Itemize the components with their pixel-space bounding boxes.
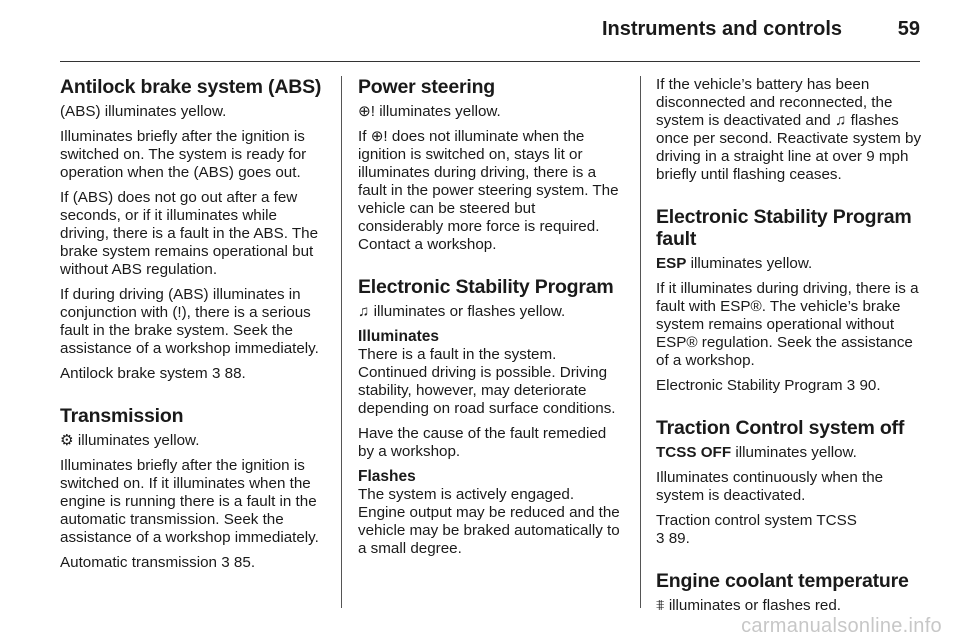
esp-label-icon: ESP <box>656 255 687 272</box>
abs-para-4-end: , there is a serious fault in the brake system. Seek the assistance of a workshop immediately. <box>60 304 319 357</box>
esp-skid-icon: ♫ <box>358 303 370 320</box>
coolant-intro-text: illuminates or flashes red. <box>668 597 842 614</box>
esp-illuminates-para-1: There is a fault in the system. Continued driving is possible. Driving stability, however, may deteriorate depending on road surface conditions. <box>358 346 616 417</box>
abs-reference <box>60 365 326 383</box>
power-steering-icon: ⊕! <box>358 103 375 120</box>
transmission-intro <box>60 432 326 450</box>
esp-illuminates-subheading: Illuminates <box>358 328 439 345</box>
tcs-intro-text: illuminates yellow. <box>735 444 857 461</box>
column-divider-2 <box>640 76 641 608</box>
esp-flashes-para: The system is actively engaged. Engine output may be reduced and the vehicle may be braked automatically to a small degree. <box>358 486 620 557</box>
column-3 <box>656 76 922 622</box>
tcs-heading: Traction Control system off <box>656 417 905 439</box>
abs-para-3-text: does not go out after a few seconds, or if it illuminates while driving, there is a fault in the ABS. The brake system remains operational but without ABS regulation. <box>60 189 319 278</box>
transmission-ref-page[interactable]: 85. <box>233 554 256 571</box>
page-number: 59 <box>897 18 920 40</box>
esp-intro-text: illuminates or flashes yellow. <box>373 303 566 320</box>
column-2 <box>358 76 622 565</box>
abs-para-4 <box>60 286 326 358</box>
abs-para-2 <box>60 128 326 182</box>
esp-heading: Electronic Stability Program <box>358 276 614 298</box>
abs-ref-page[interactable]: 88. <box>224 365 246 382</box>
tcs-intro <box>656 444 922 462</box>
transmission-heading: Transmission <box>60 405 184 427</box>
power-steering-para-2-start: If <box>358 128 367 145</box>
abs-warning-icon: (ABS) <box>72 189 114 206</box>
esp-fault-para-2: If it illuminates during driving, there is a fault with ESP®. The vehicle’s brake system remains operational without ESP® regulation. Seek the assistance of a workshop. <box>656 280 919 369</box>
abs-warning-icon: (ABS) <box>168 286 209 303</box>
abs-heading: Antilock brake system (ABS) <box>60 76 322 98</box>
abs-para-3 <box>60 189 326 279</box>
abs-warning-icon: (ABS) <box>193 164 234 181</box>
abs-para-4-mid: illuminates in conjunction with <box>60 286 301 321</box>
tcss-off-label-icon: TCSS OFF <box>656 444 732 461</box>
battery-para <box>656 76 922 184</box>
esp-fault-heading: Electronic Stability Program fault <box>656 206 912 250</box>
abs-para-3-start: If <box>60 189 69 206</box>
page-title: Instruments and controls <box>601 18 842 40</box>
esp-skid-icon: ♫ <box>834 112 847 129</box>
esp-flashes-subheading: Flashes <box>358 468 416 485</box>
transmission-reference <box>60 554 326 572</box>
page-header <box>0 0 960 62</box>
esp-fault-reference <box>656 377 922 395</box>
reference-arrow-icon: 3 <box>211 365 221 382</box>
power-steering-intro-text: illuminates yellow. <box>379 103 501 120</box>
abs-intro-text: illuminates yellow. <box>104 103 227 120</box>
tcs-reference <box>656 512 922 548</box>
power-steering-icon: ⊕! <box>370 128 388 145</box>
abs-para-2-end: goes out. <box>238 164 301 181</box>
power-steering-para-2 <box>358 128 622 254</box>
transmission-warning-icon: ⚙ <box>60 432 74 449</box>
tcs-ref-text: Traction control system TCSS <box>656 512 857 529</box>
abs-warning-icon: (ABS) <box>60 103 101 120</box>
transmission-para-2: Illuminates briefly after the ignition is switched on. If it illuminates when the engine is running there is a fault in the automatic transmission. Seek the assistance of a workshop immediately. <box>60 457 319 546</box>
reference-arrow-icon: 3 <box>221 554 230 571</box>
brake-warning-icon: (!) <box>172 304 187 321</box>
coolant-intro <box>656 597 922 615</box>
column-1 <box>60 76 326 579</box>
power-steering-heading: Power steering <box>358 76 495 98</box>
transmission-ref-text: Automatic transmission <box>60 554 217 571</box>
abs-ref-text: Antilock brake system <box>60 365 208 382</box>
battery-para-text: flashes once per second. Reactivate system by driving in a straight line at over 9 mph briefly until flashing ceases. <box>656 112 922 183</box>
abs-para-4-start: If during driving <box>60 286 164 303</box>
power-steering-para-2-text: does not illuminate when the ignition is switched on, stays lit or illuminates during driving, there is a fault in the power steering system. The vehicle can be steered but considerably more force is required. Contact a workshop. <box>358 128 619 253</box>
esp-fault-intro <box>656 255 922 273</box>
esp-illuminates-para-2: Have the cause of the fault remedied by a workshop. <box>358 425 607 460</box>
watermark: carmanualsonline.info <box>741 615 942 637</box>
esp-fault-ref-page[interactable]: 90. <box>859 377 881 394</box>
tcs-ref-page[interactable]: 89. <box>668 530 690 547</box>
esp-fault-ref-text: Electronic Stability Program <box>656 377 843 394</box>
esp-intro <box>358 303 622 321</box>
coolant-temperature-icon: ⩨ <box>656 597 665 614</box>
abs-para-2-text: Illuminates briefly after the ignition is switched on. The system is ready for operation when the <box>60 128 307 181</box>
header-rule <box>60 61 920 62</box>
tcs-para-2: Illuminates continuously when the system is deactivated. <box>656 469 884 504</box>
column-divider-1 <box>341 76 342 608</box>
transmission-intro-text: illuminates yellow. <box>77 432 200 449</box>
esp-fault-intro-text: illuminates yellow. <box>690 255 813 272</box>
coolant-heading: Engine coolant temperature <box>656 570 909 592</box>
reference-arrow-icon: 3 <box>846 377 856 394</box>
abs-intro <box>60 103 326 121</box>
power-steering-intro <box>358 103 622 121</box>
battery-para-start: If the vehicle’s battery has been disconnected and reconnected, the system is deactivated and <box>656 76 893 129</box>
reference-arrow-icon: 3 <box>656 530 665 547</box>
